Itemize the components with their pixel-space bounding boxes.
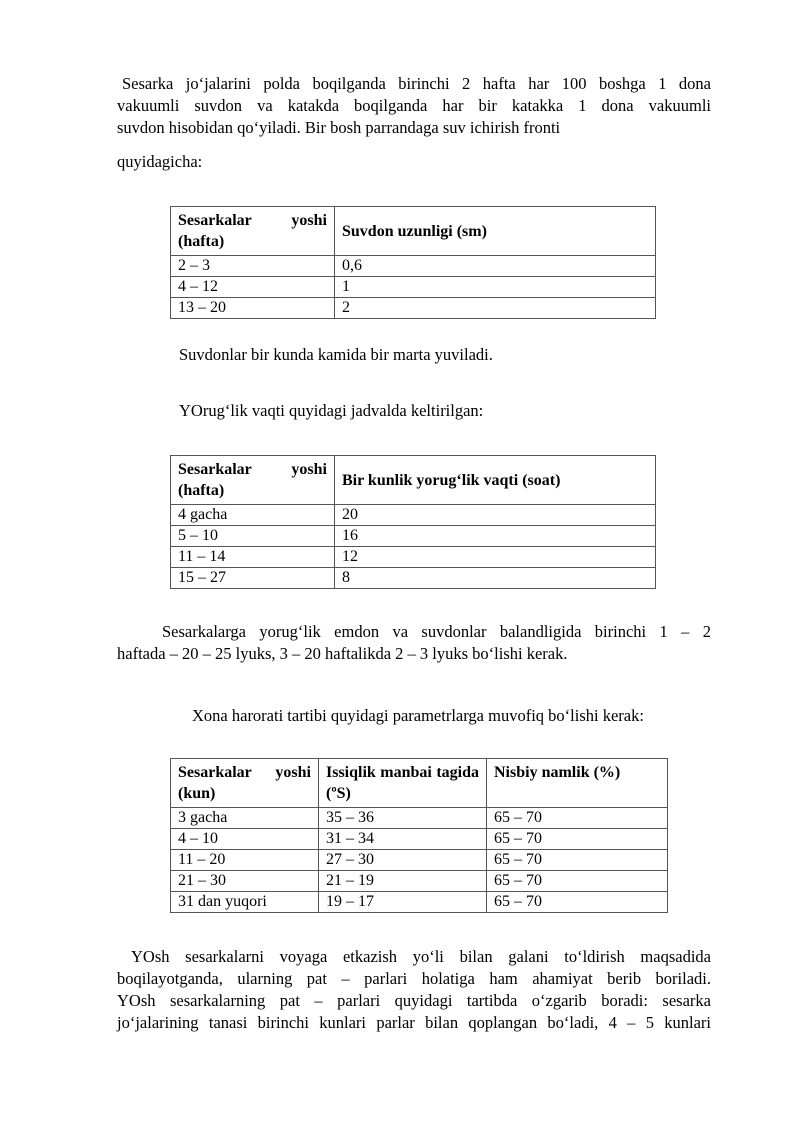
- intro-paragraph: [117, 73, 711, 139]
- intro-line-1: Sesarka jo‘jalarini polda boqilganda birinchi 2 hafta har 100 boshga 1 dona: [122, 74, 711, 93]
- table-cell: 19 – 17: [319, 892, 487, 913]
- intro-line-2: vakuumli suvdon va katakda boqilganda har bir katakka 1 dona vakuumli: [117, 96, 711, 115]
- table-cell: 35 – 36: [319, 808, 487, 829]
- light-time-table: [170, 455, 656, 589]
- table-row: [171, 808, 668, 829]
- table-cell: 21 – 30: [171, 871, 319, 892]
- table-cell: 8: [335, 568, 656, 589]
- table-cell: 12: [335, 547, 656, 568]
- table-header-row: [171, 207, 656, 256]
- intro-line-4: quyidagicha:: [117, 152, 203, 171]
- table-header-cell: Bir kunlik yorug‘lik vaqti (soat): [335, 456, 656, 505]
- table-cell: 2 – 3: [171, 256, 335, 277]
- temperature-table: [170, 758, 668, 913]
- table-cell: 4 gacha: [171, 505, 335, 526]
- table-cell: 13 – 20: [171, 298, 335, 319]
- lux-paragraph: [117, 621, 711, 665]
- final-line-2: boqilayotganda, ularning pat – parlari holatiga ham ahamiyat berib boriladi.: [117, 969, 711, 988]
- final-line-1: YOsh sesarkalarni voyaga etkazish yo‘li bilan galani to‘ldirish maqsadida: [131, 947, 711, 966]
- temp-intro: Xona harorati tartibi quyidagi parametrlarga muvofiq bo‘lishi kerak:: [192, 706, 644, 725]
- water-front-table: [170, 206, 656, 319]
- light-intro: YOrug‘lik vaqti quyidagi jadvalda keltirilgan:: [179, 401, 484, 420]
- table-header-cell: Sesarkalar yoshi (hafta): [171, 207, 335, 256]
- table-cell: 11 – 20: [171, 850, 319, 871]
- table-row: [171, 850, 668, 871]
- table-cell: 31 dan yuqori: [171, 892, 319, 913]
- table-header-cell: Sesarkalar yoshi (kun): [171, 759, 319, 808]
- final-line-4: jo‘jalarining tanasi birinchi kunlari parlar bilan qoplangan bo‘ladi, 4 – 5 kunlari: [117, 1013, 711, 1032]
- table-cell: 65 – 70: [487, 850, 668, 871]
- table-cell: 65 – 70: [487, 871, 668, 892]
- table-cell: 4 – 12: [171, 277, 335, 298]
- table-header-cell: Issiqlik manbai tagida (ºS): [319, 759, 487, 808]
- table-row: [171, 829, 668, 850]
- table-row: [171, 277, 656, 298]
- table-cell: 1: [335, 277, 656, 298]
- table-cell: 20: [335, 505, 656, 526]
- intro-line-3: suvdon hisobidan qo‘yiladi. Bir bosh parrandaga suv ichirish fronti: [117, 118, 561, 137]
- table-row: [171, 871, 668, 892]
- table-cell: 65 – 70: [487, 829, 668, 850]
- table-cell: 65 – 70: [487, 892, 668, 913]
- table-header-cell: Sesarkalar yoshi (hafta): [171, 456, 335, 505]
- wash-note: Suvdonlar bir kunda kamida bir marta yuviladi.: [179, 345, 493, 364]
- table-cell: 5 – 10: [171, 526, 335, 547]
- table-cell: 4 – 10: [171, 829, 319, 850]
- table-cell: 65 – 70: [487, 808, 668, 829]
- table-cell: 27 – 30: [319, 850, 487, 871]
- table-cell: 16: [335, 526, 656, 547]
- table-cell: 11 – 14: [171, 547, 335, 568]
- table-row: [171, 526, 656, 547]
- table-row: [171, 505, 656, 526]
- table-cell: 2: [335, 298, 656, 319]
- final-line-3: YOsh sesarkalarning pat – parlari quyidagi tartibda o‘zgarib boradi: sesarka: [117, 991, 711, 1010]
- lux-line-2: haftada – 20 – 25 lyuks, 3 – 20 haftalikda 2 – 3 lyuks bo‘lishi kerak.: [117, 644, 568, 663]
- table-header-cell: Suvdon uzunligi (sm): [335, 207, 656, 256]
- table-header-row: [171, 456, 656, 505]
- table-cell: 0,6: [335, 256, 656, 277]
- table-row: [171, 298, 656, 319]
- table-cell: 3 gacha: [171, 808, 319, 829]
- table-row: [171, 892, 668, 913]
- lux-line-1: Sesarkalarga yorug‘lik emdon va suvdonlar balandligida birinchi 1 – 2: [162, 622, 711, 641]
- table-cell: 31 – 34: [319, 829, 487, 850]
- table-cell: 15 – 27: [171, 568, 335, 589]
- table-cell: 21 – 19: [319, 871, 487, 892]
- table-header-row: [171, 759, 668, 808]
- table-row: [171, 568, 656, 589]
- final-paragraph: [117, 946, 711, 1034]
- table-header-cell: Nisbiy namlik (%): [487, 759, 668, 808]
- table-row: [171, 256, 656, 277]
- table-row: [171, 547, 656, 568]
